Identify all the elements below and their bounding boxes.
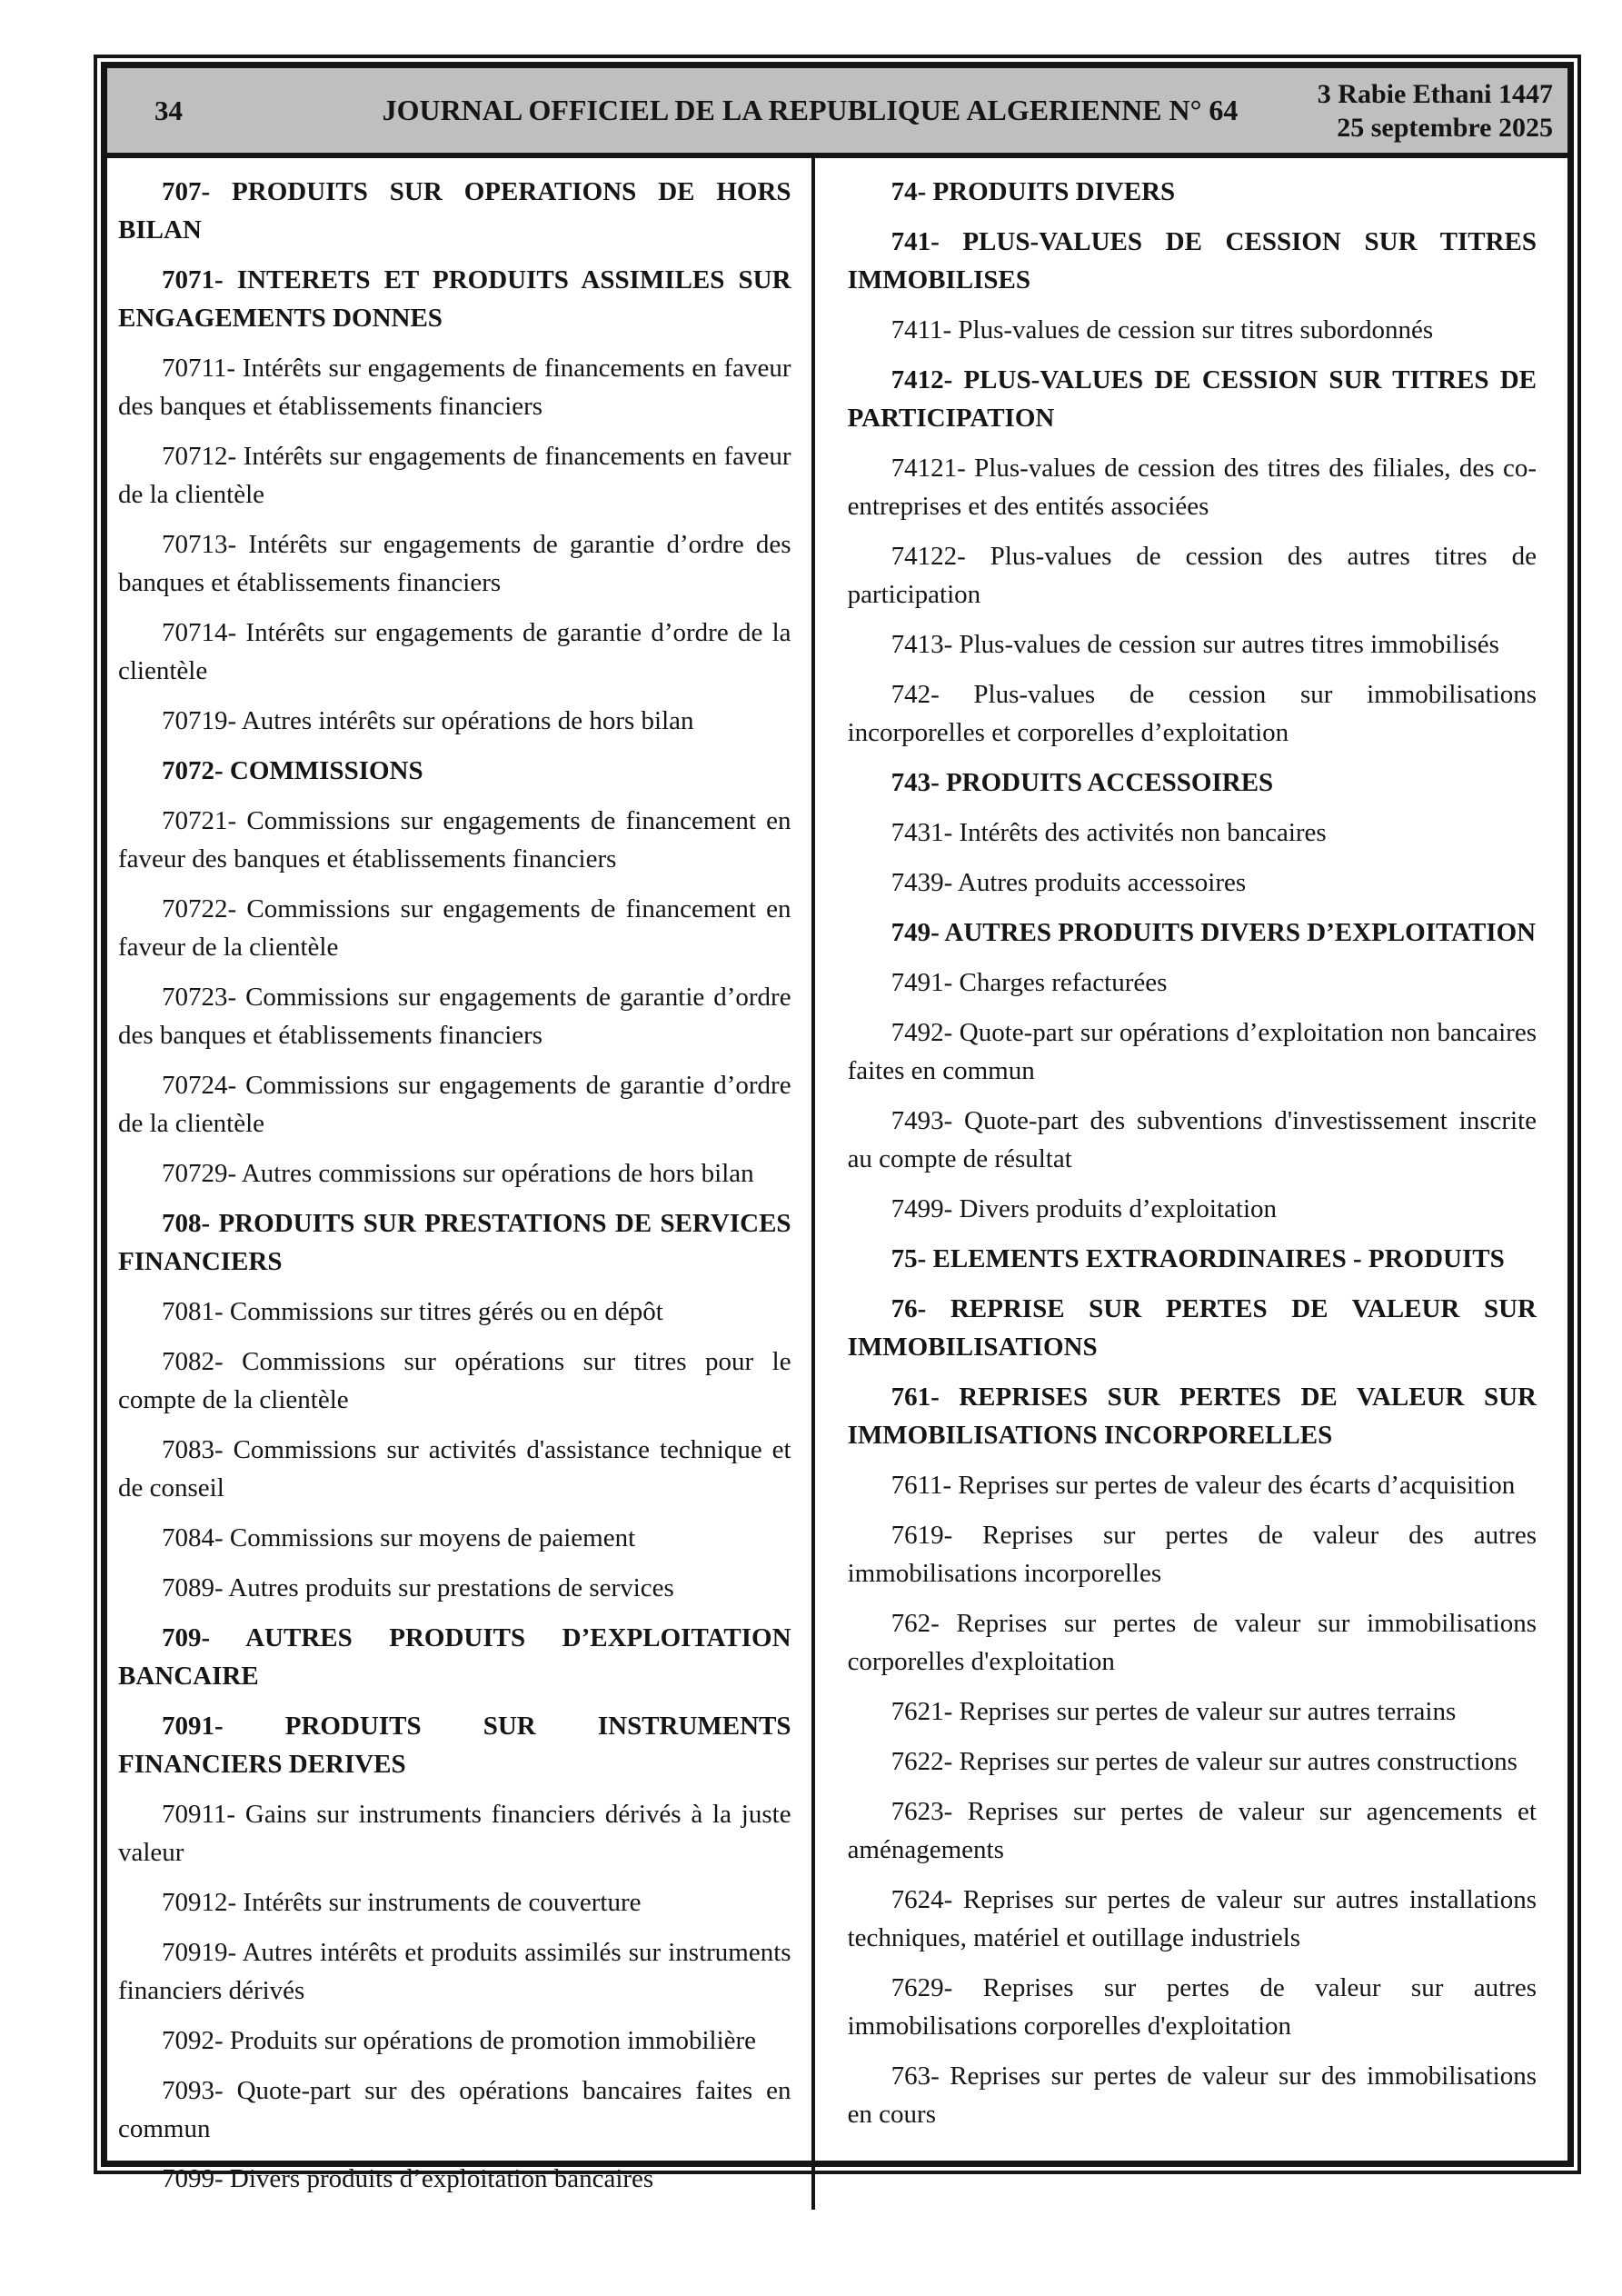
account-entry: 7499- Divers produits d’exploitation <box>891 1194 1278 1223</box>
account-heading: 7412- PLUS-VALUES DE CESSION SUR TITRES DE PARTICIPATION <box>847 365 1537 433</box>
date-hijri: 3 Rabie Ethani 1447 <box>1317 78 1553 109</box>
left-column <box>107 158 811 2210</box>
account-entry: 7089- Autres produits sur prestations de services <box>162 1573 674 1602</box>
account-entry: 7081- Commissions sur titres gérés ou en dépôt <box>162 1297 663 1326</box>
account-entry: 7492- Quote-part sur opérations d’exploitation non bancaires faites en commun <box>847 1018 1537 1085</box>
account-entry: 70729- Autres commissions sur opérations de hors bilan <box>162 1159 754 1188</box>
date-gregorian: 25 septembre 2025 <box>1337 112 1553 143</box>
account-heading: 7072- COMMISSIONS <box>162 756 423 785</box>
account-heading: 709- AUTRES PRODUITS D’EXPLOITATION BANCAIRE <box>118 1623 791 1691</box>
account-entry: 7413- Plus-values de cession sur autres titres immobilisés <box>891 630 1499 659</box>
right-column <box>811 158 1567 2210</box>
account-entry: 7099- Divers produits d’exploitation bancaires <box>162 2164 654 2193</box>
account-entry: 70722- Commissions sur engagements de financement en faveur de la clientèle <box>118 894 791 962</box>
account-entry: 74121- Plus-values de cession des titres des filiales, des co-entreprises et des entités associées <box>847 454 1537 521</box>
account-entry: 7439- Autres produits accessoires <box>891 868 1247 897</box>
account-entry: 70911- Gains sur instruments financiers dérivés à la juste valeur <box>118 1800 791 1867</box>
issue-dates <box>1295 77 1567 145</box>
account-entry: 7622- Reprises sur pertes de valeur sur autres constructions <box>891 1747 1518 1776</box>
account-entry: 70711- Intérêts sur engagements de financements en faveur des banques et établissements financiers <box>118 354 791 421</box>
account-entry: 7084- Commissions sur moyens de paiement <box>162 1523 636 1552</box>
account-entry: 70721- Commissions sur engagements de financement en faveur des banques et établissements financiers <box>118 806 791 873</box>
page-content <box>107 158 1567 2210</box>
account-entry: 7624- Reprises sur pertes de valeur sur autres installations techniques, matériel et outillage industriels <box>847 1885 1537 1952</box>
page-frame-inner <box>101 62 1574 2193</box>
journal-title: JOURNAL OFFICIEL DE LA REPUBLIQUE ALGERIENNE N° 64 <box>382 94 1239 126</box>
account-heading: 7071- INTERETS ET PRODUITS ASSIMILES SUR ENGAGEMENTS DONNES <box>118 265 791 333</box>
account-entry: 763- Reprises sur pertes de valeur sur des immobilisations en cours <box>847 2061 1537 2129</box>
account-entry: 74122- Plus-values de cession des autres titres de participation <box>847 542 1537 609</box>
account-entry: 7621- Reprises sur pertes de valeur sur autres terrains <box>891 1697 1457 1726</box>
account-entry: 7411- Plus-values de cession sur titres subordonnés <box>891 315 1434 344</box>
account-heading: 707- PRODUITS SUR OPERATIONS DE HORS BILAN <box>118 177 791 245</box>
account-entry: 7092- Produits sur opérations de promotion immobilière <box>162 2026 757 2055</box>
account-entry: 7611- Reprises sur pertes de valeur des écarts d’acquisition <box>891 1471 1516 1500</box>
account-entry: 7491- Charges refacturées <box>891 968 1168 997</box>
account-entry: 7082- Commissions sur opérations sur titres pour le compte de la clientèle <box>118 1347 791 1414</box>
account-entry: 70719- Autres intérêts sur opérations de hors bilan <box>162 706 694 735</box>
account-entry: 762- Reprises sur pertes de valeur sur immobilisations corporelles d'exploitation <box>847 1609 1537 1676</box>
account-heading: 75- ELEMENTS EXTRAORDINAIRES - PRODUITS <box>891 1244 1505 1273</box>
page-header <box>107 68 1567 158</box>
account-entry: 7619- Reprises sur pertes de valeur des autres immobilisations incorporelles <box>847 1521 1537 1588</box>
account-entry: 7623- Reprises sur pertes de valeur sur agencements et aménagements <box>847 1797 1537 1864</box>
account-entry: 7629- Reprises sur pertes de valeur sur autres immobilisations corporelles d'exploitation <box>847 1973 1537 2041</box>
account-heading: 761- REPRISES SUR PERTES DE VALEUR SUR IMMOBILISATIONS INCORPORELLES <box>847 1383 1537 1450</box>
account-heading: 74- PRODUITS DIVERS <box>891 177 1176 206</box>
account-entry: 70912- Intérêts sur instruments de couverture <box>162 1888 642 1917</box>
account-entry: 70713- Intérêts sur engagements de garantie d’ordre des banques et établissements financiers <box>118 530 791 597</box>
account-heading: 76- REPRISE SUR PERTES DE VALEUR SUR IMMOBILISATIONS <box>847 1294 1537 1362</box>
account-heading: 749- AUTRES PRODUITS DIVERS D’EXPLOITATION <box>891 918 1537 947</box>
account-heading: 743- PRODUITS ACCESSOIRES <box>891 768 1274 797</box>
account-entry: 70714- Intérêts sur engagements de garantie d’ordre de la clientèle <box>118 618 791 685</box>
account-entry: 742- Plus-values de cession sur immobilisations incorporelles et corporelles d’exploitation <box>847 680 1537 747</box>
column-divider <box>811 158 815 2210</box>
account-heading: 7091- PRODUITS SUR INSTRUMENTS FINANCIERS DERIVES <box>118 1712 791 1779</box>
page-frame <box>94 55 1581 2193</box>
account-heading: 741- PLUS-VALUES DE CESSION SUR TITRES IMMOBILISES <box>847 227 1537 294</box>
page-number: 34 <box>154 94 183 126</box>
account-heading: 708- PRODUITS SUR PRESTATIONS DE SERVICES FINANCIERS <box>118 1209 791 1276</box>
account-entry: 70919- Autres intérêts et produits assimilés sur instruments financiers dérivés <box>118 1938 791 2005</box>
account-entry: 7493- Quote-part des subventions d'investissement inscrite au compte de résultat <box>847 1106 1537 1173</box>
account-entry: 7093- Quote-part sur des opérations bancaires faites en commun <box>118 2076 791 2143</box>
account-entry: 70724- Commissions sur engagements de garantie d’ordre de la clientèle <box>118 1071 791 1138</box>
account-entry: 7431- Intérêts des activités non bancaires <box>891 818 1327 847</box>
account-entry: 70712- Intérêts sur engagements de financements en faveur de la clientèle <box>118 442 791 509</box>
account-entry: 70723- Commissions sur engagements de garantie d’ordre des banques et établissements financiers <box>118 983 791 1050</box>
account-entry: 7083- Commissions sur activités d'assistance technique et de conseil <box>118 1435 791 1502</box>
